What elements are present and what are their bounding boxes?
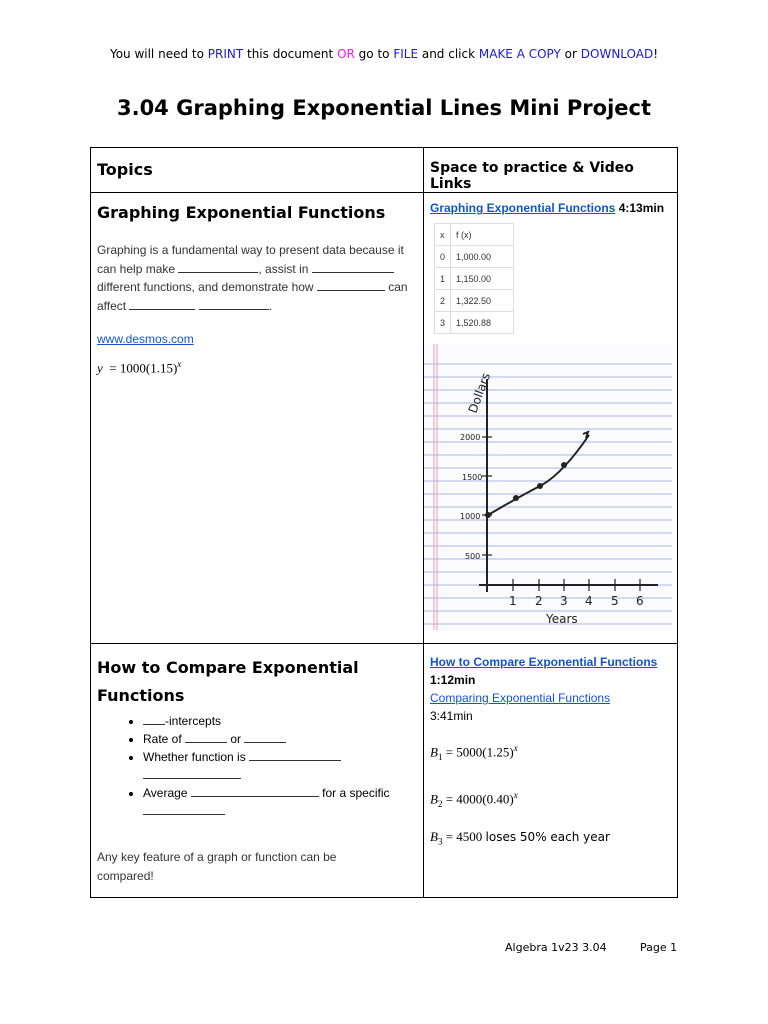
section2-left-cell	[91, 644, 424, 898]
video-duration: 3:41min	[430, 709, 473, 723]
paragraph-text: .	[268, 298, 273, 313]
fill-blank[interactable]	[143, 713, 165, 725]
formula-variable: B	[430, 791, 438, 807]
paragraph-text: Graphing is a fundamental way to present data because it can help make	[97, 243, 404, 276]
notice-text: or	[560, 47, 581, 61]
formula-note: loses 50% each year	[485, 829, 610, 844]
fill-blank[interactable]	[312, 261, 394, 273]
plot-point	[537, 483, 543, 489]
formula-variable: y	[97, 359, 103, 375]
x-tick-label: 3	[560, 594, 568, 608]
formula-variable: B	[430, 828, 438, 844]
x-tick-label: 5	[611, 594, 619, 608]
table-cell: 1	[435, 268, 451, 290]
y-tick-label: 1500	[462, 473, 483, 482]
formula-body: = 4000(0.40)	[445, 791, 514, 807]
graph-svg	[424, 344, 672, 630]
formula-b3	[430, 829, 671, 847]
table-cell: 2	[435, 290, 451, 312]
formula-exponent: x	[513, 743, 518, 753]
values-table-header	[435, 224, 514, 246]
notice-or: OR	[337, 47, 355, 61]
formula-exponent: x	[513, 789, 518, 800]
bullet-text: -intercepts	[165, 714, 222, 728]
table-row	[435, 268, 514, 290]
fill-blank[interactable]	[129, 298, 195, 310]
video-link-graphing[interactable]: Graphing Exponential Functions	[430, 201, 616, 215]
section2-title: How to Compare Exponential Functions	[97, 658, 359, 705]
fill-blank[interactable]	[191, 785, 319, 797]
bullet-text: or	[227, 732, 245, 746]
notice-file: FILE	[393, 47, 419, 61]
section1-paragraph	[97, 241, 417, 315]
section1-left-cell	[91, 193, 424, 644]
fill-blank[interactable]	[317, 279, 385, 291]
table-row	[435, 290, 514, 312]
x-axis-label: Years	[546, 612, 578, 626]
x-tick-label: 1	[509, 594, 517, 608]
table-cell: 1,000.00	[451, 246, 514, 268]
document-title: 3.04 Graphing Exponential Lines Mini Project	[116, 96, 651, 120]
notice-text: You will need to	[109, 47, 208, 61]
table-cell: 1,150.00	[451, 268, 514, 290]
section1-formula	[97, 359, 417, 376]
fill-blank[interactable]	[244, 731, 286, 743]
table-row	[435, 312, 514, 334]
desmos-link[interactable]: www.desmos.com	[97, 332, 194, 346]
formula-subscript: 2	[437, 798, 443, 809]
table-header-cell: x	[435, 224, 451, 246]
y-tick-label: 2000	[460, 433, 481, 442]
formula-exponent: x	[177, 358, 182, 369]
list-item	[143, 784, 417, 820]
bullet-text: Average	[143, 786, 191, 800]
fill-blank[interactable]	[143, 767, 241, 779]
formula-subscript: 3	[437, 836, 443, 847]
values-table	[434, 223, 514, 334]
y-tick-label: 1000	[460, 512, 481, 521]
fill-blank[interactable]	[185, 731, 227, 743]
plot-point	[561, 462, 567, 468]
compare-bullet-list	[97, 712, 417, 820]
fill-blank[interactable]	[199, 298, 269, 310]
notice-make-copy: MAKE A COPY	[478, 47, 561, 61]
notice-text: and click	[418, 47, 479, 61]
x-tick-label: 4	[585, 594, 593, 608]
formula-body: = 5000(1.25)	[445, 744, 514, 760]
video-link-comparing[interactable]: Comparing Exponential Functions	[430, 691, 611, 705]
list-item	[143, 730, 417, 748]
table-header-cell: f (x)	[451, 224, 514, 246]
fill-blank[interactable]	[249, 749, 341, 761]
compare-note: Any key feature of a graph or function can be compared!	[97, 850, 337, 883]
practice-header: Space to practice & Video Links	[424, 148, 678, 193]
paragraph-text: , assist in	[258, 261, 312, 276]
table-cell: 0	[435, 246, 451, 268]
list-item	[143, 712, 417, 730]
notice-text: go to	[354, 47, 394, 61]
video-duration: 1:12min	[430, 673, 476, 687]
plot-point	[485, 512, 491, 518]
plot-point	[513, 495, 519, 501]
section1-title: Graphing Exponential Functions	[97, 203, 386, 222]
instruction-notice	[0, 47, 768, 61]
bullet-text: Whether function is	[143, 750, 250, 764]
video-duration: 4:13min	[618, 201, 665, 215]
video-link-compare[interactable]: How to Compare Exponential Functions	[430, 655, 658, 669]
topics-header: Topics	[91, 148, 424, 193]
section2-right-cell	[424, 644, 678, 898]
bullet-text: Rate of	[143, 732, 186, 746]
footer-course: Algebra 1v23 3.04	[505, 941, 607, 954]
x-tick-label: 2	[535, 594, 543, 608]
notebook-paper	[424, 344, 672, 630]
table-cell: 1,322.50	[451, 290, 514, 312]
section-row-compare	[91, 644, 678, 898]
formula-variable: B	[430, 744, 438, 760]
hand-drawn-graph	[424, 344, 672, 630]
formula-body: = 1000(1.15)	[109, 359, 178, 375]
fill-blank[interactable]	[178, 261, 258, 273]
x-tick-label: 6	[636, 594, 644, 608]
fill-blank[interactable]	[143, 803, 225, 815]
list-item	[143, 748, 417, 784]
y-axis-label: Dollars	[465, 370, 494, 416]
table-header-row	[91, 148, 678, 193]
footer-page-number: Page 1	[640, 941, 678, 954]
y-tick-label: 500	[465, 552, 481, 561]
paragraph-text: can affect	[97, 280, 408, 313]
paragraph-text: different functions, and demonstrate how	[97, 280, 317, 294]
notice-download: DOWNLOAD	[580, 47, 654, 61]
table-cell: 3	[435, 312, 451, 334]
formula-b1	[430, 743, 671, 762]
formula-b2	[430, 790, 671, 809]
table-row	[435, 246, 514, 268]
table-cell: 1,520.88	[451, 312, 514, 334]
formula-body: = 4500	[445, 828, 483, 844]
notice-text: this document	[243, 47, 338, 61]
notice-print: PRINT	[207, 47, 244, 61]
bullet-text: for a specific	[318, 786, 390, 800]
notice-text: !	[653, 47, 659, 61]
formula-subscript: 1	[437, 751, 443, 762]
